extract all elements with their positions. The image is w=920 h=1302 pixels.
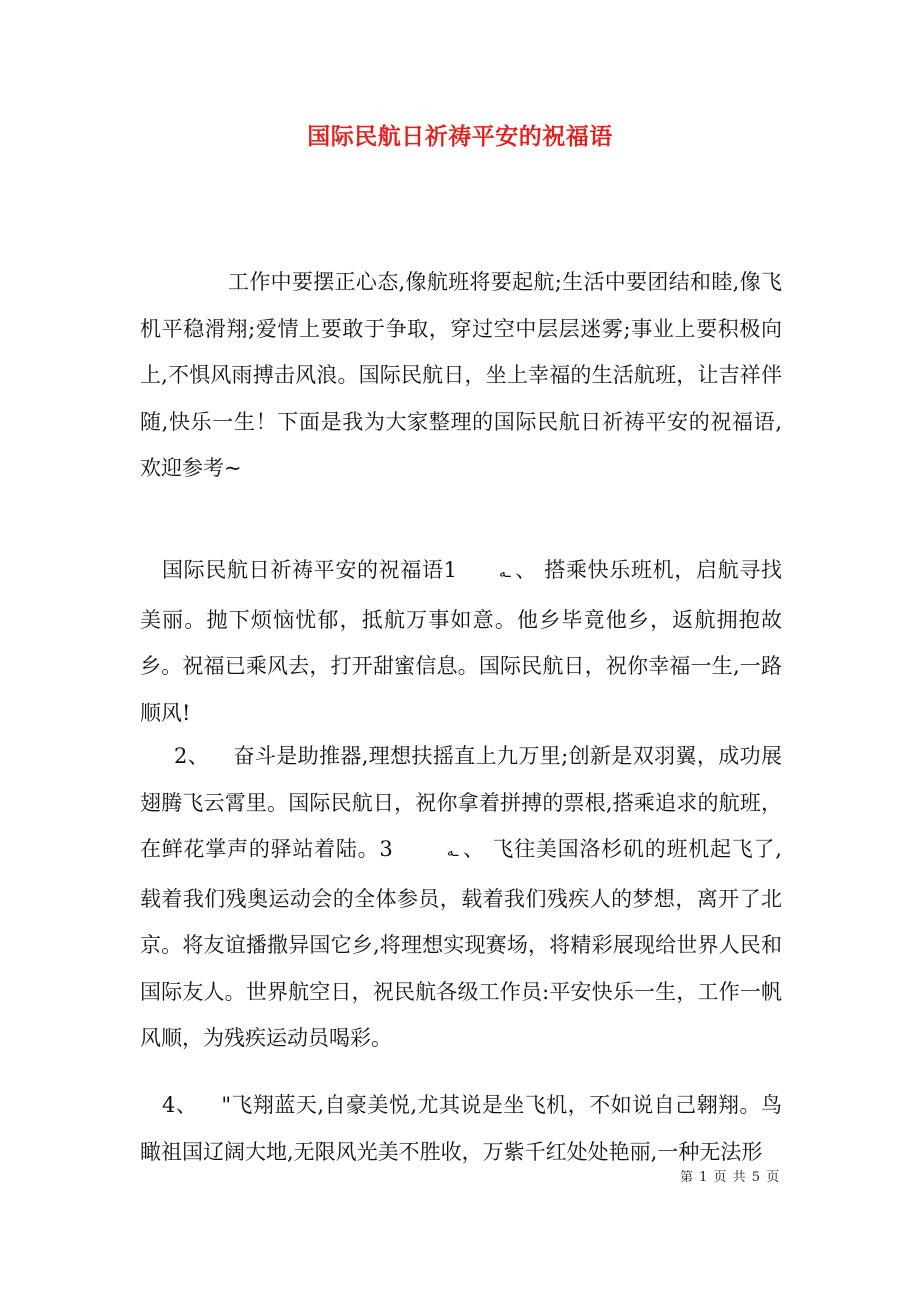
item-1-heading: 国际民航日祈祷平安的祝福语1 bbox=[162, 558, 458, 582]
item-1-text: 、 搭乘快乐班机，启航寻找美丽。抛下烦恼忧郁，抵航万事如意。他乡毕竟他乡，返航拥抱故乡。祝福已乘风去，打开甜蜜信息。国际民航日，祝你幸福一生,一路顺风! bbox=[140, 558, 782, 725]
intro-paragraph: 工作中要摆正心态,像航班将要起航;生活中要团结和睦,像飞机平稳滑翔;爱情上要敢于争取，穿过空中层层迷雾;事业上要积极向上,不惧风雨搏击风浪。国际民航日，坐上幸福的生活航班，让吉祥伴随,快乐一生！下面是我为大家整理的国际民航日祈祷平安的祝福语,欢迎参考~ bbox=[140, 270, 782, 480]
item-4-number: 4、 bbox=[162, 1093, 198, 1117]
item-2-text: 奋斗是助推器,理想扶摇直上九万里;创新是双羽翼，成功展翅腾飞云霄里。国际民航日，祝你拿着拼搏的票根,搭乘追求的航班，在鲜花掌声的驿站着陆。3 bbox=[140, 744, 782, 861]
item-4-text: "飞翔蓝天,自豪美悦,尤其说是坐飞机，不如说自己翱翔。鸟瞰祖国辽阔大地,无限风光美不胜收，万紫千红处处艳丽,一种无法形 bbox=[140, 1093, 782, 1164]
wish-item-2-3 bbox=[140, 733, 782, 1062]
item-3-text: 、 飞往美国洛杉矶的班机起飞了,载着我们残奥运动会的全体参员，载着我们残疾人的梦想，离开了北京。将友谊播撒异国它乡,将理想实现赛场，将精彩展现给世界人民和国际友人。世界航空日，祝民航各级工作员:平安快乐一生，工作一帆风顺，为残疾运动员喝彩。 bbox=[140, 837, 782, 1050]
wish-item-1 bbox=[140, 547, 782, 736]
item-3-mark: ـه bbox=[446, 844, 459, 860]
item-1-mark: ـه bbox=[499, 565, 511, 581]
item-2-number: 2、 bbox=[174, 744, 210, 768]
wish-item-4 bbox=[140, 1082, 782, 1175]
document-title: 国际民航日祈祷平安的祝福语 bbox=[307, 123, 613, 150]
page-indicator: 第 1 页 共 5 页 bbox=[680, 1170, 781, 1185]
